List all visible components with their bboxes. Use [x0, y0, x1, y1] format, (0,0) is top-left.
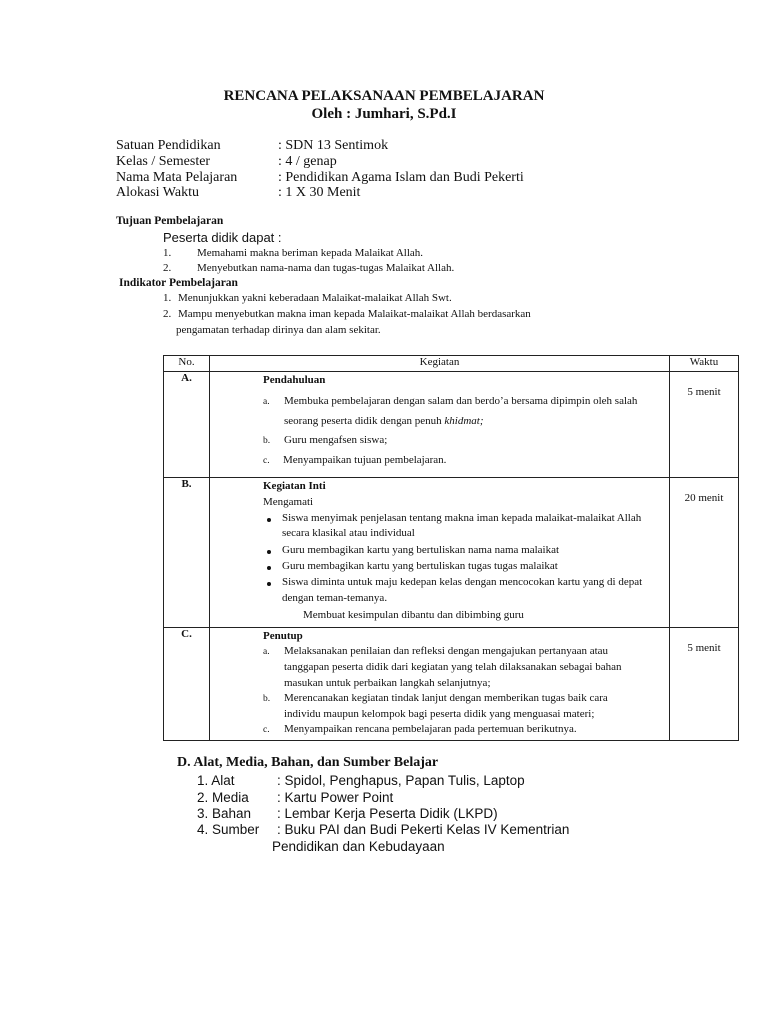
- identity-label: Alokasi Waktu: [116, 185, 199, 200]
- item-letter: b.: [263, 436, 271, 446]
- row-c-waktu: [670, 628, 739, 741]
- identity-label: Kelas / Semester: [116, 154, 211, 169]
- activity-line: masukan untuk perbaikan langkah selanjutnya;: [284, 677, 491, 689]
- alat-value: : Spidol, Penghapus, Papan Tulis, Laptop: [277, 773, 525, 788]
- activity-line: [284, 415, 483, 427]
- alat-label: 1. Alat: [197, 773, 235, 788]
- activity-italic: khidmat;: [444, 415, 484, 427]
- activity-text: seorang peserta didik dengan penuh: [284, 415, 445, 427]
- tujuan-item-num: 2.: [163, 262, 172, 274]
- activity-line: Membuka pembelajaran dengan salam dan berdo’a bersama dipimpin oleh salah: [284, 395, 638, 407]
- duration: 5 menit: [687, 642, 721, 654]
- duration: 20 menit: [684, 492, 724, 504]
- alat-label: 4. Sumber: [197, 822, 260, 837]
- activity-line: Menyampaikan tujuan pembelajaran.: [283, 454, 447, 466]
- activity-line: Guru membagikan kartu yang bertuliskan tugas tugas malaikat: [282, 560, 558, 572]
- tujuan-item: Memahami makna beriman kepada Malaikat Allah.: [197, 247, 424, 259]
- indikator-item: Menunjukkan yakni keberadaan Malaikat-malaikat Allah Swt.: [178, 292, 452, 304]
- alat-heading: D. Alat, Media, Bahan, dan Sumber Belajar: [177, 755, 439, 770]
- alat-value: : Lembar Kerja Peserta Didik (LKPD): [277, 806, 498, 821]
- table-row-b: [164, 478, 739, 628]
- indikator-item-num: 1.: [163, 292, 172, 304]
- document-author: Oleh : Jumhari, S.Pd.I: [311, 106, 457, 122]
- activity-line: tanggapan peserta didik dari kegiatan yang telah dilaksanakan sebagai bahan: [284, 661, 622, 673]
- document-title: RENCANA PELAKSANAAN PEMBELAJARAN: [223, 88, 545, 104]
- alat-value: : Buku PAI dan Budi Pekerti Kelas IV Kementrian: [277, 822, 570, 837]
- activity-line: Siswa menyimak penjelasan tentang makna iman kepada malaikat-malaikat Allah: [282, 512, 642, 524]
- activity-line: Siswa diminta untuk maju kedepan kelas dengan mencocokan kartu yang di depat: [282, 576, 643, 588]
- activity-line: individu maupun kelompok bagi peserta didik yang menguasai materi;: [284, 708, 595, 720]
- table-row-c: [164, 628, 739, 741]
- identity-value: : 4 / genap: [278, 154, 337, 169]
- header-no: No.: [164, 356, 210, 372]
- row-c-kegiatan: [210, 628, 670, 741]
- row-b-waktu: [670, 478, 739, 628]
- bullet-icon: [267, 518, 271, 522]
- table-row-a: [164, 372, 739, 478]
- activity-line: Guru membagikan kartu yang bertuliskan nama nama malaikat: [282, 544, 560, 556]
- identity-value: : 1 X 30 Menit: [278, 185, 361, 200]
- row-a-kegiatan: [210, 372, 670, 478]
- item-letter: b.: [263, 694, 271, 704]
- kegiatan-table: [163, 355, 739, 741]
- row-b-kegiatan: [210, 478, 670, 628]
- identity-value: : Pendidikan Agama Islam dan Budi Pekerti: [278, 170, 524, 185]
- section-title: Pendahuluan: [263, 374, 326, 386]
- row-b-no: [164, 478, 210, 628]
- activity-line: dengan teman-temanya.: [282, 592, 388, 604]
- row-a-no: [164, 372, 210, 478]
- header-waktu: Waktu: [670, 356, 739, 372]
- tujuan-heading: Tujuan Pembelajaran: [116, 215, 224, 227]
- indikator-item-num: 2.: [163, 308, 172, 320]
- alat-label: 3. Bahan: [197, 806, 252, 821]
- activity-line: Guru mengafsen siswa;: [284, 434, 388, 446]
- row-c-no: [164, 628, 210, 741]
- activity-line: Merencanakan kegiatan tindak lanjut dengan memberikan tugas baik cara: [284, 692, 608, 704]
- activity-line: Melaksanakan penilaian dan refleksi dengan mengajukan pertanyaan atau: [284, 645, 609, 657]
- activity-line: secara klasikal atau individual: [282, 527, 415, 539]
- identity-value: : SDN 13 Sentimok: [278, 138, 389, 153]
- bullet-icon: [267, 582, 271, 586]
- row-number: A.: [181, 372, 192, 384]
- tujuan-intro: Peserta didik dapat :: [163, 230, 282, 245]
- identity-label: Satuan Pendidikan: [116, 138, 221, 153]
- table-header-row: [164, 356, 739, 372]
- bullet-icon: [267, 566, 271, 570]
- header-kegiatan: Kegiatan: [210, 356, 670, 372]
- identity-label: Nama Mata Pelajaran: [116, 170, 238, 185]
- alat-value: : Kartu Power Point: [277, 790, 394, 805]
- item-letter: a.: [263, 397, 270, 407]
- bullet-icon: [267, 550, 271, 554]
- alat-label: 2. Media: [197, 790, 249, 805]
- section-title: Penutup: [263, 630, 303, 642]
- section-subtitle: Mengamati: [263, 496, 314, 508]
- alat-continuation: Pendidikan dan Kebudayaan: [272, 839, 445, 854]
- row-a-waktu: [670, 372, 739, 478]
- item-letter: c.: [263, 725, 270, 735]
- item-letter: c.: [263, 456, 270, 466]
- indikator-heading: Indikator Pembelajaran: [119, 277, 238, 289]
- section-title: Kegiatan Inti: [263, 480, 326, 492]
- tujuan-item-num: 1.: [163, 247, 172, 259]
- activity-line: Menyampaikan rencana pembelajaran pada pertemuan berikutnya.: [284, 723, 577, 735]
- tujuan-item: Menyebutkan nama-nama dan tugas-tugas Malaikat Allah.: [197, 262, 455, 274]
- indikator-continuation: pengamatan terhadap dirinya dan alam sekitar.: [176, 324, 381, 336]
- item-letter: a.: [263, 647, 270, 657]
- indikator-item: Mampu menyebutkan makna iman kepada Malaikat-malaikat Allah berdasarkan: [178, 308, 531, 320]
- duration: 5 menit: [687, 386, 721, 398]
- row-number: C.: [181, 628, 192, 640]
- row-number: B.: [181, 478, 192, 490]
- activity-closing: Membuat kesimpulan dibantu dan dibimbing guru: [303, 609, 524, 621]
